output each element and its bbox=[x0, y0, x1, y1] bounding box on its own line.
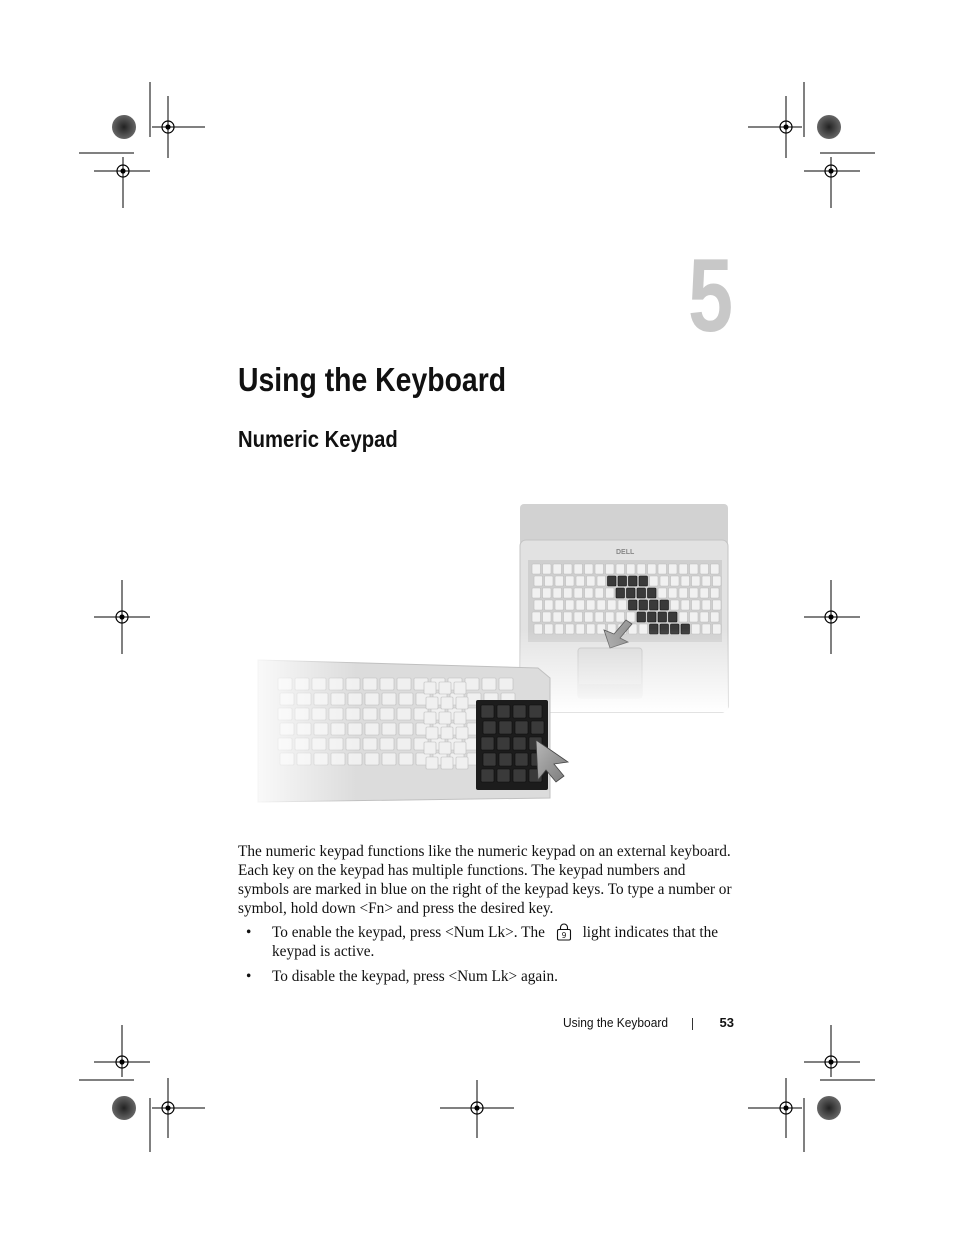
registration-star-icon bbox=[112, 1096, 136, 1120]
chapter-number: 5 bbox=[688, 238, 734, 354]
section-title: Numeric Keypad bbox=[238, 426, 398, 452]
registration-star-icon bbox=[112, 115, 136, 139]
bullet-text: To disable the keypad, press <Num Lk> again. bbox=[272, 968, 558, 985]
page-number: 53 bbox=[719, 1015, 734, 1030]
footer-separator bbox=[692, 1018, 693, 1030]
bullet: • bbox=[246, 924, 252, 941]
num-lock-light-icon bbox=[555, 923, 573, 941]
list-item bbox=[238, 923, 738, 961]
keyboard-numeric-keypad-illustration bbox=[238, 502, 738, 804]
bullet-list bbox=[238, 923, 738, 992]
bullet-text-start: To enable the keypad, press <Num Lk>. The bbox=[272, 924, 545, 941]
lock-icon-digit: 9 bbox=[561, 931, 567, 940]
bullet-text-end: light indicates that the keypad is active. bbox=[272, 924, 719, 960]
registration-star-icon bbox=[817, 115, 841, 139]
footer-chapter-title: Using the Keyboard bbox=[562, 1015, 668, 1030]
chapter-title: Using the Keyboard bbox=[238, 361, 507, 398]
list-item bbox=[238, 967, 738, 986]
registration-star-icon bbox=[817, 1096, 841, 1120]
bullet: • bbox=[246, 968, 252, 985]
external-keyboard-illustration bbox=[238, 652, 578, 804]
body-paragraph: The numeric keypad functions like the numeric keypad on an external keyboard. Each key on the keypad has multiple functions. The keypad numbers and symbols are marked in blue on the right of the keypad keys. To type a number or symbol, hold down <Fn> and press the desired key. bbox=[238, 843, 732, 917]
